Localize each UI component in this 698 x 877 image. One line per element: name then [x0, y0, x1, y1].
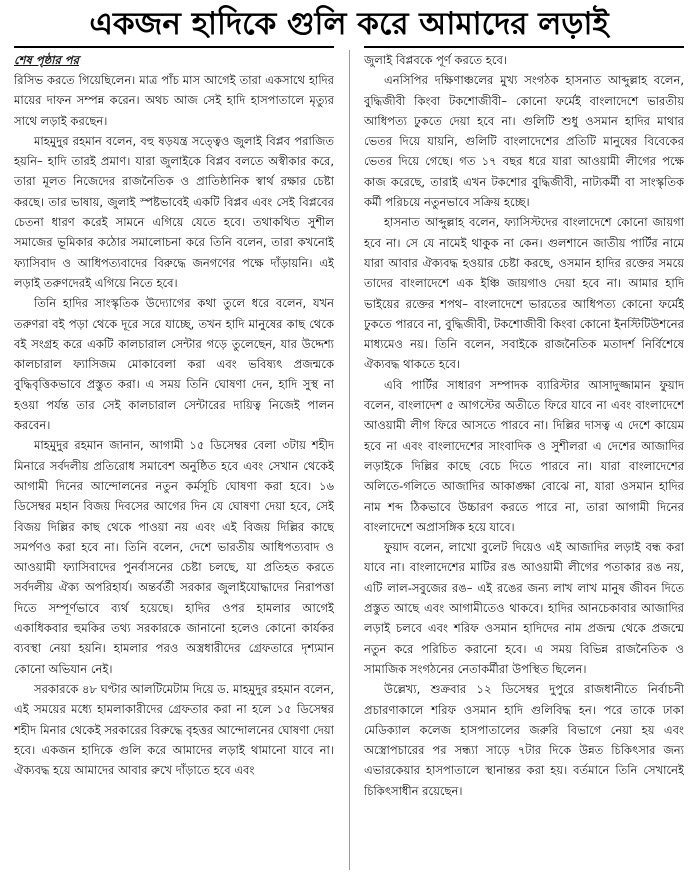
left-paragraph-1: রিসিভ করতে গিয়েছিলেন। মাত্র পাঁচ মাস আগেই তারা একসাথে হাদির মায়ের দাফন সম্পন্ন করেন। অথচ আজ সেই হাদি হাসপাতালে মৃত্যুর সাথে লড়াই করছেন। — [14, 73, 334, 128]
right-paragraph-5: ফুয়াদ বলেন, লাখো বুলেট দিয়েও এই আজাদির লড়াই বন্ধ করা যাবে না। বাংলাদেশের মাটির রঙ আওয়ামী লীগের পতাকার রঙ নয়, এটি লাল-সবুজের রঙ– এই রঙের জন্য লাখ লাখ মানুষ জীবন দিতে প্রস্তুত আছে এবং আগামীতেও থাকবে। হাদির আনচেকাবার আজাদির লড়াই চলবে এবং শরিফ ওসমান হাদিদের নাম প্রজন্ম থেকে প্রজন্মে নতুন করে পরিচিত করানো হবে। এ সময় বিভিন্ন রাজনৈতিক ও সামাজিক সংগঠনের নেতাকর্মীরা উপস্থিত ছিলেন। — [364, 540, 684, 676]
headline-rule-left — [14, 46, 334, 48]
continued-from-label: শেষ পৃষ্ঠার পর — [14, 53, 79, 67]
right-column — [364, 50, 684, 870]
right-paragraph-4: এবি পার্টির সাধারণ সম্পাদক ব্যারিস্টার আসাদুজ্জামান ফুয়াদ বলেন, বাংলাদেশ ৫ আগস্টের অতীতে ফিরে যাবে না এবং বাংলাদেশে আওয়ামী লীগ ফিরে আসতে পারবে না। দিল্লির দাসত্ব এ দেশে কায়েম হবে না এবং বাংলাদেশের সাংবাদিক ও সুশীলরা এ দেশের আজাদির লড়াইকে দিল্লির কাছে বেচে দিতে পারবে না। যারা বাংলাদেশের অলিতে-গলিতে আজাদির আকাঙ্ক্ষা বোঝে না, যারা ওসমান হাদির নাম শব্দ ঠিকভাবে উচ্চারণ করতে পারে না, তারা আগামী দিনের বাংলাদেশে অপ্রাসঙ্গিক হয়ে যাবে। — [364, 377, 684, 534]
left-paragraph-4: মাহমুদুর রহমান জানান, আগামী ১৫ ডিসেম্বর বেলা ৩টায় শহীদ মিনারে সর্বদলীয় প্রতিরোধ সমাবেশ অনুষ্ঠিত হবে এবং সেখান থেকেই আগামী দিনের আন্দোলনের নতুন কর্মসূচি ঘোষণা করা হবে। ১৬ ডিসেম্বর মহান বিজয় দিবসের আগের দিন যে ঘোষণা দেয়া হবে, সেই বিজয় দিল্লির কাছ থেকে পাওয়া নয় এবং এই বিজয় দিল্লির কাছে সমর্পণও করা হবে না। তিনি বলেন, দেশে ভারতীয় আধিপত্যবাদ ও আওয়ামী ফ্যাসিবাদের পুনর্বাসনের চেষ্টা চলছে, যা প্রতিহত করতে সর্বদলীয় ঐক্য অপরিহার্য। অন্তর্বর্তী সরকার জুলাইযোদ্ধাদের নিরাপত্তা দিতে সম্পূর্ণভাবে ব্যর্থ হয়েছে। হাদির ওপর হামলার আগেই একাধিকবার হুমকির তথ্য সরকারকে জানানো হলেও কোনো কার্যকর ব্যবস্থা নেয়া হয়নি। হামলার পরও অস্ত্রধারীদের গ্রেফতারে দৃশ্যমান কোনো অভিযান নেই। — [14, 438, 334, 676]
right-paragraph-3: হাসনাত আব্দুল্লাহ বলেন, ফ্যাসিস্টদের বাংলাদেশে কোনো জায়গা হবে না। সে যে নামেই থাকুক না কেন। গুলশানে জাতীয় পার্টির নামে যারা আবার ঐক্যবদ্ধ হওয়ার চেষ্টা করছে, ওসমান হাদির রক্তের সময়ে তাদের বাংলাদেশে এক ইঞ্চি জায়গাও দেয়া হবে না। আমার হাদি ভাইয়ের রক্তের শপথ– বাংলাদেশে ভারতের আধিপত্য কোনো ফর্মেই ঢুকতে পারবে না, বুদ্ধিজীবী, টকশোজীবী কিংবা কোনো ইনস্টিটিউশনের মাধ্যমেও নয়। তিনি বলেন, সবাইকে রাজনৈতিক মতাদর্শ নির্বিশেষে ঐক্যবদ্ধ থাকতে হবে। — [364, 215, 684, 372]
left-paragraph-3: তিনি হাদির সাংস্কৃতিক উদ্যোগের কথা তুলে ধরে বলেন, যখন তরুণরা বই পড়া থেকে দূরে সরে যাচ্ছে, তখন হাদি মানুষের কাছ থেকে বই সংগ্রহ করে একটি কালচারাল সেন্টার গড়ে তুলেছেন, যার উদ্দেশ্য কালচারাল ফ্যাসিজম মোকাবেলা করা এবং ভবিষ্যৎ প্রজন্মকে বুদ্ধিবৃত্তিকভাবে প্রস্তুত করা। এ সময় তিনি ঘোষণা দেন, হাদি সুস্থ না হওয়া পর্যন্ত তার সেই কালচারাল সেন্টারের দায়িত্ব নিজেই পালন করবেন। — [14, 296, 334, 433]
left-column — [14, 50, 334, 870]
right-paragraph-2: এনসিপির দক্ষিণাঞ্চলের মুখ্য সংগঠক হাসনাত আব্দুল্লাহ বলেন, বুদ্ধিজীবী কিংবা টকশোজীবী– কোনো ফর্মেই বাংলাদেশে ভারতীয় আধিপত্য ঢুকতে দেয়া হবে না। গুলিটি শুধু ওসমান হাদির মাথার ভেতর দিয়ে যায়নি, গুলিটি বাংলাদেশের প্রতিটি মানুষের বিবেকের ভেতর দিয়ে গেছে। গত ১৭ বছর ধরে যারা আওয়ামী লীগের পক্ষে কাজ করেছে, তারাই এখন টকশোর বুদ্ধিজীবী, নাট্যকর্মী বা সাংস্কৃতিক কর্মী পরিচয়ে নতুনভাবে সক্রিয় হচ্ছে। — [364, 73, 684, 210]
left-paragraph-2: মাহমুদুর রহমান বলেন, বহু ষড়যন্ত্র সত্ত্বেও জুলাই বিপ্লব পরাজিত হয়নি– হাদি তারই প্রমাণ। যারা জুলাইকে বিপ্লব বলতে অস্বীকার করে, তারা মূলত নিজেদের রাজনৈতিক ও প্রাতিষ্ঠানিক স্বার্থ রক্ষার চেষ্টা করছে। তার ভাষায়, জুলাই স্পষ্টভাবেই একটি বিপ্লব এবং সেই বিপ্লবের চেতনা ধারণ করেই সামনে এগিয়ে যেতে হবে। তথাকথিত সুশীল সমাজের ভূমিকার কঠোর সমালোচনা করে তিনি বলেন, তারা কখনোই ফ্যাসিবাদ ও আধিপত্যবাদের বিরুদ্ধে জনগণের পক্ষে দাঁড়ায়নি। এই লড়াই তরুণদেরই এগিয়ে নিতে হবে। — [14, 133, 334, 290]
headline: একজন হাদিকে গুলি করে আমাদের লড়াই — [89, 6, 609, 42]
right-paragraph-6: উল্লেখ্য, শুক্রবার ১২ ডিসেম্বর দুপুরে রাজধানীতে নির্বাচনী প্রচারণাকালে শরিফ ওসমান হাদি গুলিবিদ্ধ হন। পরে তাকে ঢাকা মেডিক্যাল কলেজ হাসপাতালের জরুরি বিভাগে নেয়া হয় এবং অস্ত্রোপচারের পর সন্ধ্যা সাড়ে ৭টার দিকে উন্নত চিকিৎসার জন্য এভারকেয়ার হাসপাতালে স্থানান্তর করা হয়। বর্তমানে তিনি সেখানেই চিকিৎসাধীন রয়েছেন। — [364, 682, 684, 798]
left-paragraph-5: সরকারকে ৪৮ ঘণ্টার আলটিমেটাম দিয়ে ড. মাহমুদুর রহমান বলেন, এই সময়ের মধ্যে হামলাকারীদের গ্রেফতার করা না হলে ১৫ ডিসেম্বর শহীদ মিনার থেকেই সরকারের বিরুদ্ধে বৃহত্তর আন্দোলনের ঘোষণা দেয়া হবে। একজন হাদিকে গুলি করে আমাদের লড়াই থামানো যাবে না। ঐক্যবদ্ধ হয়ে আমাদের আবার রুখে দাঁড়াতে হবে এবং — [14, 681, 334, 778]
column-divider — [349, 50, 350, 870]
headline-rule-right — [364, 46, 684, 48]
right-paragraph-1: জুলাই বিপ্লবকে পূর্ণ করতে হবে। — [364, 53, 507, 67]
